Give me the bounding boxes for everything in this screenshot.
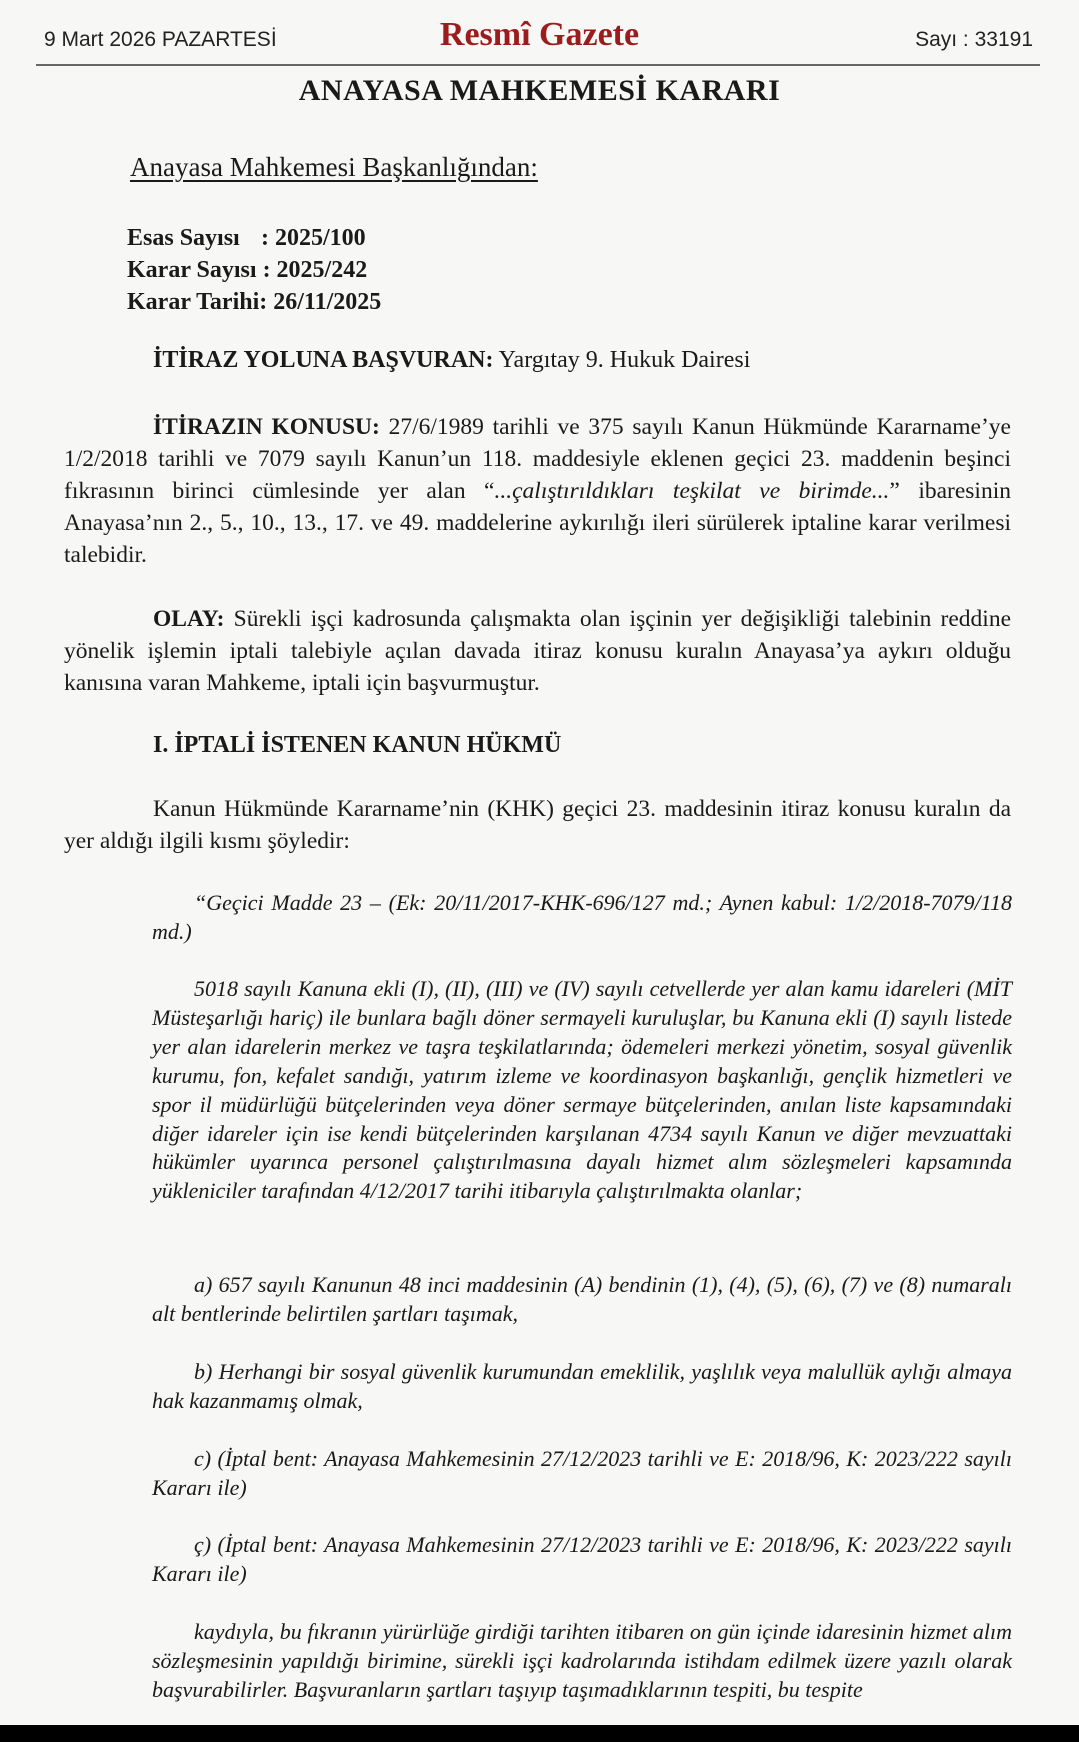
event-label: OLAY: [153, 606, 225, 632]
esas-label: Esas Sayısı [127, 225, 240, 251]
quote-item-cc: ç) (İptal bent: Anayasa Mahkemesinin 27/12/2023 tarihli ve E: 2018/96, K: 2023/222 sayılı Kararı ile) [152, 1532, 1012, 1586]
gazette-header [0, 16, 1079, 64]
tarih-row [127, 286, 381, 318]
esas-value: : 2025/100 [261, 225, 366, 251]
document-title: ANAYASA MAHKEMESİ KARARI [298, 74, 781, 107]
subject-quoted-phrase: ...çalıştırıldıkları teşkilat ve birimde... [494, 478, 890, 504]
applicant-label: İTİRAZ YOLUNA BAŞVURAN: [153, 347, 494, 373]
tarih-value: : 26/11/2025 [259, 289, 382, 315]
section-heading: I. İPTALİ İSTENEN KANUN HÜKMÜ [153, 732, 562, 758]
quote-item-a: a) 657 sayılı Kanunun 48 inci maddesinin (A) bendinin (1), (4), (5), (6), (7) ve (8) numaralı alt bentlerinde belirtilen şartları taşımak, [152, 1272, 1012, 1326]
subject-text-2: ” ibaresinin Anayasa’nın 2., 5., 10., 13., 17. ve 49. maddelerine aykırılığı ileri sürülerek iptaline karar verilmesi talebidir. [64, 478, 1011, 568]
issuing-authority: Anayasa Mahkemesi Başkanlığından: [130, 152, 538, 182]
applicant-line [153, 347, 750, 374]
event-text: Sürekli işçi kadrosunda çalışmakta olan işçinin yer değişikliği talebinin reddine yönelik işlemin iptali talebiyle açılan davada itiraz konusu kuralın Anayasa’ya aykırı olduğu kanısına varan Mahkeme, iptali için başvurmuştur. [64, 606, 1012, 696]
bottom-edge [0, 1725, 1079, 1742]
quote-item-b: b) Herhangi bir sosyal güvenlik kurumundan emeklilik, yaşlılık veya malullük aylığı almaya hak kazanmamış olmak, [152, 1359, 1012, 1413]
khk-intro-paragraph: Kanun Hükmünde Kararname’nin (KHK) geçici 23. maddesinin itiraz konusu kuralın da yer aldığı ilgili kısmı şöyledir: [64, 796, 1011, 854]
tarih-label: Karar Tarihi [127, 289, 260, 315]
quote-main-paragraph: 5018 sayılı Kanuna ekli (I), (II), (III) ve (IV) sayılı cetvellerde yer alan kamu idareleri (MİT Müsteşarlığı hariç) ile bunlara bağlı döner sermayeli kuruluşlar, bu Kanuna ekli (I) sayılı listede yer alan idarelerin merkez ve taşra teşkilatlarında; ödemeleri merkezi yönetim, sosyal güvenlik kurumu, fon, kefalet sandığı, yatırım izleme ve koordinasyon başkanlığı, gençlik hizmetleri ve spor il müdürlüğü bütçelerinden veya döner sermaye bütçelerinden, anılan liste kapsamındaki diğer idareler için ise kendi bütçelerinden karşılanan 4734 sayılı Kanun ve diğer mevzuattaki hükümler uyarınca personel çalıştırılmasına dayalı hizmet alım sözleşmeleri kapsamında yükleniciler tarafından 4/12/2017 tarihi itibarıyla çalıştırılmakta olanlar; [152, 976, 1012, 1204]
karar-value: : 2025/242 [262, 257, 368, 283]
esas-row [127, 222, 381, 254]
subject-label: İTİRAZIN KONUSU: [153, 414, 380, 440]
subject-text-1: 27/6/1989 tarihli ve 375 sayılı Kanun Hükmünde Kararname’ye 1/2/2018 tarihli ve 7079 sayılı Kanun’un 118. maddesiyle eklenen geçici 23. maddenin beşinci fıkrasının birinci cümlesinde yer alan “ [64, 414, 1011, 504]
applicant-value: Yargıtay 9. Hukuk Dairesi [498, 347, 751, 373]
subject-paragraph [64, 411, 1011, 571]
case-metadata [127, 222, 381, 318]
karar-label: Karar Sayısı [127, 257, 257, 283]
quote-item-c: c) (İptal bent: Anayasa Mahkemesinin 27/12/2023 tarihli ve E: 2018/96, K: 2023/222 sayılı Kararı ile) [152, 1446, 1012, 1500]
header-issue-number: Sayı : 33191 [915, 28, 1033, 51]
gazette-masthead: Resmî Gazete [439, 16, 640, 53]
header-divider [36, 64, 1040, 66]
header-date: 9 Mart 2026 PAZARTESİ [44, 28, 277, 51]
quote-heading: “Geçici Madde 23 – (Ek: 20/11/2017-KHK-696/127 md.; Aynen kabul: 1/2/2018-7079/118 md.) [152, 890, 1012, 944]
quote-tail-paragraph: kaydıyla, bu fıkranın yürürlüğe girdiği tarihten itibaren on gün içinde idaresinin hizmet alım sözleşmesinin yapıldığı birimine, sürekli işçi kadrolarında istihdam edilmek üzere yazılı olarak başvurabilirler. Başvuranların şartları taşıyıp taşımadıklarının tespiti, bu tespite [152, 1619, 1012, 1702]
event-paragraph [64, 603, 1011, 699]
karar-row [127, 254, 381, 286]
